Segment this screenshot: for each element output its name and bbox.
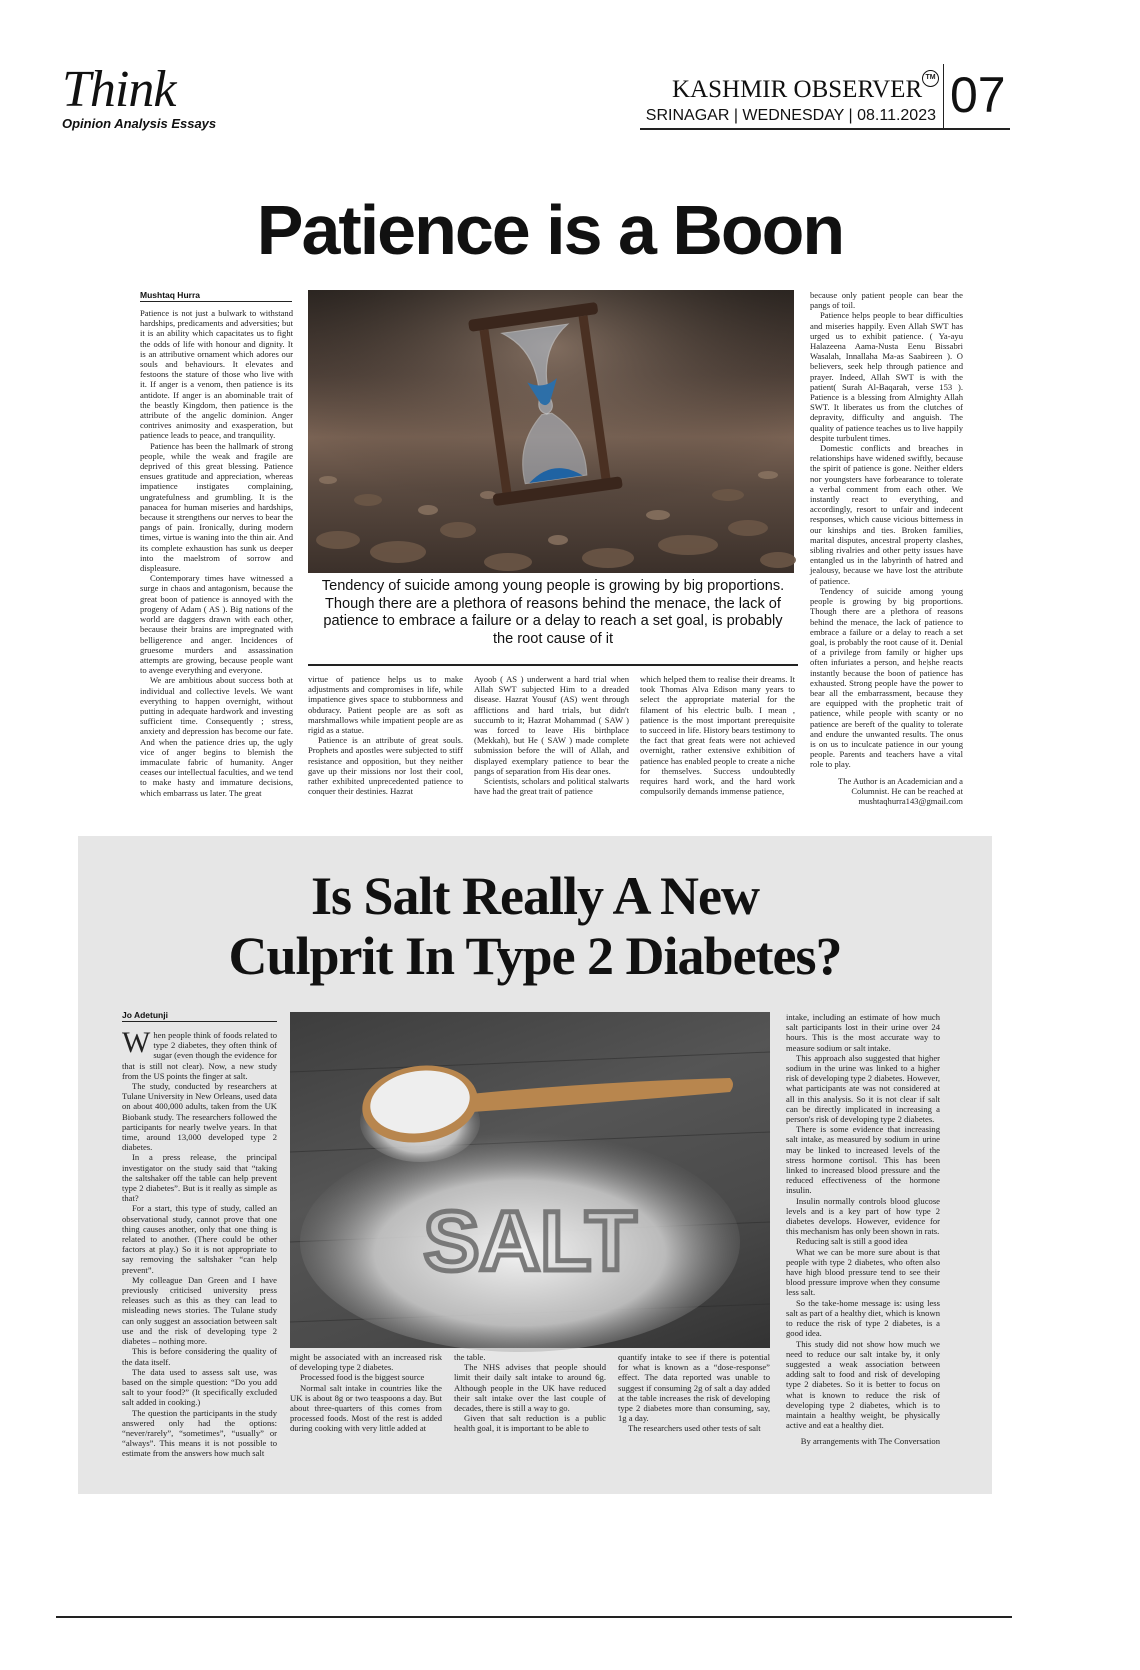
masthead-divider-vertical bbox=[943, 64, 944, 128]
paragraph: Patience has been the hallmark of strong people, while the weak and fragile are deprived of this great blessing. Patience ensues gratitude and appreciation, whereas impatience instigates complaining, ungratefulness and grumbling. It is the panacea for human miseries and hardships, because it strengthens our nerves to bear the pangs of pain. Ironically, during modern times, virtue is waning into the thin air. And its complete exhaustion has sunk us deeper into the maelstrom of sorrow and displeasure. bbox=[140, 440, 293, 574]
page-bottom-rule bbox=[56, 1616, 1012, 1618]
subhead: Reducing salt is still a good idea bbox=[796, 1236, 908, 1247]
paragraph: My colleague Dan Green and I have previously criticised university press releases such as this as they can lead to misleading news stories. The Tulane study can only suggest an association between salt use and the risk of developing type 2 diabetes – nothing more. bbox=[122, 1274, 277, 1347]
paragraph: We are ambitious about success both at individual and collective levels. We want everything to happen overnight, without putting in adequate hardwork and investing sufficient time. Consequently ; stress, anxiety and depression has become our fate. And when the patience dries up, the ugly vice of anger begins to blemish the immaculate fabric of humanity. Anger ceases our intellectual faculties, and we tend to make hasty and immature decisions, which embarrass us later. The great bbox=[140, 675, 293, 798]
paragraph: Tendency of suicide among young people is growing by big proportions. Though there are a plethora of reasons behind the menace, the lack of patience to embrace a failure or a delay to reach a set goal, is probably the root cause of it. Denial of a privilege from family or higher ups often infuriates a person, and he|she reacts instantly because the boon of patience has exhausted. Strong people have the power to bear all the embarrassment, because they are equipped with the prophetic trait of patience, while people with scanty or no patience are bereft of the quality to tolerate and endure the unwanted results. The onus is on us to inculcate patience in our young people. Parents and teachers have a vital role to play. bbox=[810, 585, 963, 770]
salt-illustration bbox=[290, 1012, 770, 1348]
article1-column-3 bbox=[474, 674, 629, 797]
article1-column-2 bbox=[308, 674, 463, 797]
paragraph: The NHS advises that people should limit their daily salt intake to around 6g. Although people in the UK have reduced their salt intake over the last couple of decades, there is still a way to go. bbox=[454, 1362, 606, 1414]
article2-column-3 bbox=[454, 1352, 606, 1476]
page-number: 07 bbox=[950, 67, 1006, 123]
masthead-rule bbox=[640, 128, 1010, 130]
paragraph: Contemporary times have witnessed a surge in chaos and antagonism, because the great boon of patience is annoyed with the progeny of Adam ( AS ). Big nations of the world are daggers drawn with each other, because their brains are impregnated with belligerence and anger. Incidences of gruesome murders and assassination attempts are growing, because people want to avenge everything and everyone. bbox=[140, 573, 293, 676]
trademark-mark bbox=[922, 70, 939, 87]
paragraph: Patience is an attribute of great souls. Prophets and apostles were subjected to stiff resistance and opposition, but they neither gave up their missions nor lost their cool, rather exhibited unprecedented patience to conquer their destinies. Hazrat bbox=[308, 735, 463, 797]
article1-column-4 bbox=[640, 674, 795, 797]
paragraph: In a press release, the principal investigator on the study said that “taking the saltshaker off the table can help prevent type 2 diabetes”. But is it really as simple as that? bbox=[122, 1152, 277, 1204]
paragraph: which helped them to realise their dreams. It took Thomas Alva Edison many years to select the appropriate material for the filament of his electric bulb. I mean , patience is the most important prerequisite to succeed in life. History bears testimony to the fact that great feats were not achieved overnight, rather extensive exhibition of patience has enabled people to create a niche for themselves. Success undoubtedly requires hard work, and the hard work compulsorily demands immense patience, bbox=[640, 674, 795, 797]
trademark-text: TM bbox=[925, 74, 936, 81]
source-credit: By arrangements with The Conversation bbox=[800, 1436, 940, 1447]
hourglass-illustration bbox=[308, 290, 794, 573]
paragraph: This approach also suggested that higher sodium in the urine was linked to a higher risk of developing type 2 diabetes. However, what participants ate was not considered at all in this analysis. So it is not clear if salt can be directly implicated in increasing a person's risk of developing type 2 diabetes. bbox=[786, 1052, 940, 1125]
headline: Patience is a Boon bbox=[256, 191, 844, 269]
paragraph: There is some evidence that increasing salt intake, as measured by sodium in urine may be linked to increased levels of the stress hormone cortisol. This has been linked to increased blood pressure and the reduced effectiveness of the hormone insulin. bbox=[786, 1124, 940, 1196]
salt-image bbox=[290, 1012, 770, 1348]
section-subtitle: Opinion Analysis Essays bbox=[62, 116, 217, 131]
paragraph: Domestic conflicts and breaches in relationships have widened swiftly, because the spirit of patience is gone. Neither elders nor youngsters have forbearance to tolerate a verbal comment from each other. We instantly react to everything, and accordingly, resort to unfair and indecent responses, which cause vicious bitterness in our kinships and ties. Broken families, marital disputes, ancestral property clashes, sibling rivalries and other petty issues have entangled us in the labyrinth of hatred and jealousy, because we have lost the attribute of patience. bbox=[810, 443, 963, 586]
pullquote: Tendency of suicide among young people is growing by big proportions. Though there are a plethora of reasons behind the menace, the lack of patience to embrace a failure or a delay to reach a set goal, is probably the root cause of it bbox=[321, 578, 785, 647]
author-note: The Author is an Academician and a Columnist. He can be reached at mushtaqhurra143@gmail.com bbox=[837, 775, 963, 806]
article1-column-1 bbox=[140, 308, 293, 798]
paragraph: For a start, this type of study, called an observational study, cannot prove that one thing causes another, only that one thing is related to another. (There could be other factors at play.) So it is not appropriate to say removing the saltshaker “can help prevent”. bbox=[122, 1203, 277, 1275]
paragraph: because only patient people can bear the pangs of toil. bbox=[810, 290, 963, 311]
byline: Jo Adetunji bbox=[122, 1010, 277, 1022]
paragraph: Patience helps people to bear difficulties and miseries happily. Even Allah SWT has urged us to exhibit patience. ( Ya-ayu Halazeena Aama-Nusta Eenu Bissabri Wasalah, Innallaha Ma-as Saabireen ). O believers, seek help through patience and prayer. Indeed, Allah SWT is with the patient( Surah Al-Baqarah, verse 153 ). Patience is a blessing from Almighty Allah SWT. It liberates us from the clutches of depravity, difficulty and anguish. The quality of patience teaches us to live happily despite turbulent times. bbox=[810, 310, 963, 443]
paragraph: intake, including an estimate of how much salt participants lost in their urine over 24 hours. This is the most accurate way to measure sodium or salt intake. bbox=[786, 1012, 940, 1053]
hourglass-image bbox=[308, 290, 794, 573]
paragraph: virtue of patience helps us to make adjustments and compromises in life, while impatience gives space to stubbornness and obduracy. Patient people are as soft as marshmallows while impatient people are as rigid as a statue. bbox=[308, 674, 463, 736]
paragraph: Normal salt intake in countries like the UK is about 8g or two teaspoons a day. But about three-quarters of this comes from processed foods. Most of the rest is added during cooking with very little added at bbox=[290, 1382, 442, 1434]
paragraph: Ayoob ( AS ) underwent a hard trial when Allah SWT subjected Him to a dreaded disease. Hazrat Yousuf (AS) went through afflictions and hard trials, but didn't succumb to it; Hazrat Mohammad ( SAW ) was forced to leave His birthplace (Mekkah), but He ( SAW ) made complete submission before the will of Allah, and displayed exemplary patience to bear the pangs of separation from His dear ones. bbox=[474, 674, 629, 776]
byline: Mushtaq Hurra bbox=[140, 290, 292, 302]
paragraph: Given that salt reduction is a public health goal, it is important to be able to bbox=[454, 1413, 606, 1434]
section-title: Think bbox=[62, 61, 176, 118]
paragraph: quantify intake to see if there is potential for what is known as a “dose-response” effect. The data reported was unable to suggest if consuming 2g of salt a day added at the table increases the risk of developing type 2 diabetes more than consuming, say, 1g a day. bbox=[618, 1352, 770, 1424]
article2-column-4 bbox=[618, 1352, 770, 1476]
paragraph: The researchers used other tests of salt bbox=[628, 1423, 761, 1434]
article1-column-5 bbox=[810, 290, 963, 806]
paragraph: What we can be more sure about is that people with type 2 diabetes, who often also have high blood pressure tend to see their blood pressure improve when they consume less salt. bbox=[786, 1246, 940, 1298]
paragraph: This study did not show how much we need to reduce our salt intake by, it only suggested a weak association between adding salt to food and risk of developing type 2 diabetes. So it is better to focus on what is known to reduce the risk of developing type 2 diabetes, which is to maintain a healthy weight, be physically active and eat a healthy diet. bbox=[786, 1338, 940, 1431]
paragraph: The study, conducted by researchers at Tulane University in New Orleans, used data on about 400,000 adults, taken from the UK Biobank study. The researchers followed the participants for nearly twelve years. In that time, around 13,000 developed type 2 diabetes. bbox=[122, 1081, 277, 1153]
paragraph: So the take-home message is: using less salt as part of a healthy diet, which is known to reduce the risk of type 2 diabetes, is a good idea. bbox=[786, 1297, 940, 1339]
salt-image-text: SALT bbox=[423, 1194, 637, 1288]
article2-column-2 bbox=[290, 1352, 442, 1476]
headline-line-1: Is Salt Really A New bbox=[310, 866, 760, 926]
paragraph: might be associated with an increased risk of developing type 2 diabetes. bbox=[290, 1352, 442, 1373]
paper-name: KASHMIR OBSERVER bbox=[672, 76, 923, 103]
headline-line-2: Culprit In Type 2 Diabetes? bbox=[228, 926, 842, 986]
paragraph: The question the participants in the study answered only had the options: “never/rarely”, “sometimes”, “usually” or “always”. This means it is not possible to estimate from the answers how much salt bbox=[122, 1407, 277, 1459]
pullquote-rule bbox=[308, 664, 798, 666]
paragraph: Scientists, scholars and political stalwarts have had the great trait of patience bbox=[474, 776, 629, 797]
paragraph: The data used to assess salt use, was based on the simple question: “Do you add salt to your food?” (It specifically excluded salt added in cooking.) bbox=[122, 1366, 277, 1408]
article2-column-1 bbox=[122, 1026, 277, 1476]
paragraph: the table. bbox=[454, 1352, 486, 1362]
paragraph: Insulin normally controls blood glucose levels and is a key part of how type 2 diabetes develops. However, evidence for this mechanism has only been shown in rats. bbox=[786, 1195, 940, 1237]
paragraph: Patience is not just a bulwark to withstand hardships, predicaments and adversities; but it is an ability which capacitates us to fight the odds of life with honour and dignity. It is an attributive ornament which adores our souls and behaviours. It elevates and festoons the stature of those who live with it. If anger is a venom, then patience is its antidote. If anger is an abominable trait of the beastly Kingdom, then patience is the attribute of the angelic dominion. Anger contrives animosity and exasperation, but patience leads to peace, and tranquility. bbox=[140, 308, 293, 441]
paragraph: hen people think of foods related to type 2 diabetes, they often think of sugar (even though the evidence for that is still not clear). Now, a new study from the US points the finger at salt. bbox=[122, 1030, 277, 1081]
first-paragraph bbox=[122, 1026, 277, 1081]
dropcap: W bbox=[122, 1026, 151, 1059]
paragraph: This is before considering the quality of the data itself. bbox=[122, 1346, 277, 1367]
article2-column-5 bbox=[786, 1012, 940, 1476]
dateline: SRINAGAR | WEDNESDAY | 08.11.2023 bbox=[645, 107, 936, 124]
subhead: Processed food is the biggest source bbox=[300, 1372, 425, 1383]
